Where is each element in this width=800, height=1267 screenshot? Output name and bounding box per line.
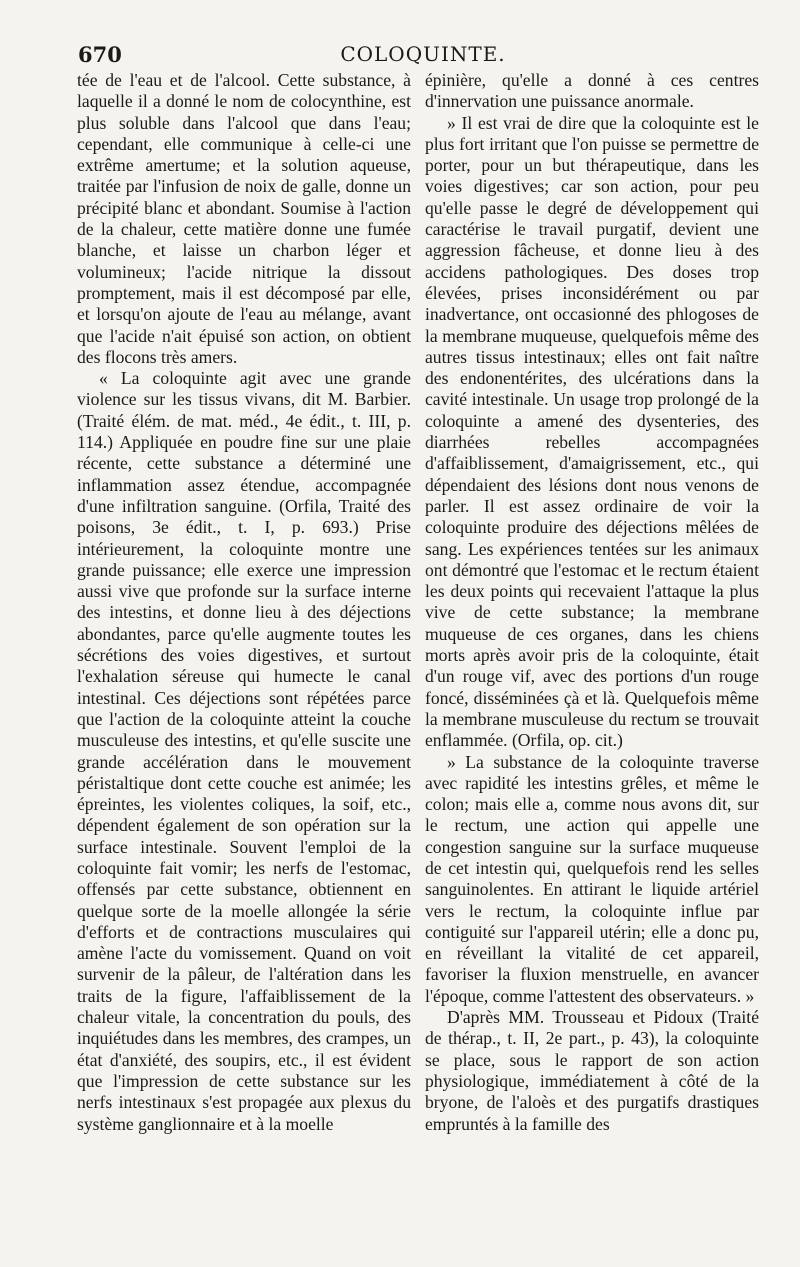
left-column (77, 70, 411, 1135)
right-column (425, 70, 759, 1135)
right-paragraph-2: » Il est vrai de dire que la coloquinte est le plus fort irritant que l'on puisse se permettre de porter, pour un but thérapeutique, dans les voies digestives; car son action, pour peu qu'elle passe le degré de développement qui caractérise le travail purgatif, devient une aggression fâcheuse, et donne lieu à des accidens pathologiques. Des doses trop élevées, prises inconsidérément ou par inadvertance, ont occasionné des phlogoses de la membrane muqueuse, quelquefois même des autres tissus intestinaux; elles ont fait naître des endonentérites, des ulcérations dans la cavité intestinale. Un usage trop prolongé de la coloquinte a amené des dysenteries, des diarrhées rebelles accompagnées d'affaiblissement, d'amaigrissement, etc., qui dépendaient des lésions dont nous venons de parler. Il est assez ordinaire de voir la coloquinte produire des déjections mêlées de sang. Les expériences tentées sur les animaux ont démontré que l'estomac et le rectum étaient les deux points qui recevaient l'attaque la plus vive de cette substance; la membrane muqueuse de ces organes, dans les chiens morts après avoir pris de la coloquinte, était d'un rouge vif, avec des portions d'un rouge foncé, disséminées çà et là. Quelquefois même la membrane musculeuse du rectum se trouvait enflammée. (Orfila, op. cit.) (425, 112, 759, 751)
right-paragraph-3: » La substance de la coloquinte traverse avec rapidité les intestins grêles, et même le colon; mais elle a, comme nous avons dit, sur le rectum, une action qui appelle une congestion sanguine sur la surface muqueuse de cet intestin qui, quelquefois rend les selles sanguinolentes. En attirant le liquide artériel vers le rectum, la coloquinte influe par contiguité sur l'appareil utérin; elle a donc pu, en réveillant la vitalité de cet appareil, favoriser la fluxion menstruelle, en avancer l'époque, comme l'attestent des observateurs. » (425, 751, 759, 1006)
right-paragraph-4: D'après MM. Trousseau et Pidoux (Traité de thérap., t. II, 2e part., p. 43), la coloquinte se place, sous le rapport de son action physiologique, immédiatement à côté de la bryone, de l'aloès et des purgatifs drastiques empruntés à la famille des (425, 1007, 759, 1134)
page-number: 670 (78, 42, 122, 67)
right-paragraph-1: épinière, qu'elle a donné à ces centres d'innervation une puissance anormale. (425, 70, 759, 112)
left-paragraph-2: « La coloquinte agit avec une grande violence sur les tissus vivans, dit M. Barbier. (Traité élém. de mat. méd., 4e édit., t. III, p. 114.) Appliquée en poudre fine sur une plaie récente, cette substance a déterminé une inflammation assez étendue, accompagnée d'une infiltration sanguine. (Orfila, Traité des poisons, 3e édit., t. I, p. 693.) Prise intérieurement, la coloquinte montre une grande puissance; elle exerce une impression aussi vive que profonde sur la surface interne des intestins, et donne lieu à des déjections abondantes, parce qu'elle augmente toutes les sécrétions des voies digestives, et surtout l'exhalation séreuse qui humecte le canal intestinal. Ces déjections sont répétées parce que l'action de la coloquinte atteint la couche musculeuse des intestins, et qu'elle suscite une grande accélération dans le mouvement péristaltique dont cette couche est animée; les épreintes, les violentes coliques, la soif, etc., dépendent également de son opération sur la surface intestinale. Souvent l'emploi de la coloquinte fait vomir; les nerfs de l'estomac, offensés par cette substance, obtiennent en quelque sorte de la moelle allongée la série d'efforts et de contractions musculaires qui amène l'acte du vomissement. Quand on voit survenir de la pâleur, de l'altération dans les traits de la figure, l'affaiblissement de la chaleur vitale, la concentration du pouls, des inquiétudes dans les membres, des crampes, un état d'anxiété, des soupirs, etc., il est évident que l'impression de cette substance sur les nerfs intestinaux s'est propagée aux plexus du système ganglionnaire et à la moelle (77, 368, 411, 1134)
left-paragraph-1: tée de l'eau et de l'alcool. Cette substance, à laquelle il a donné le nom de colocynthine, est plus soluble dans l'alcool que dans l'eau; cependant, elle communique à celle-ci une extrême amertume; et la solution aqueuse, traitée par l'infusion de noix de galle, donne un précipité blanc et abondant. Soumise à l'action de la chaleur, cette matière donne une fumée blanche, et laisse un charbon léger et volumineux; l'acide nitrique la dissout promptement, mais il est décomposé par elle, et lorsqu'on ajoute de l'eau au mélange, avant que l'acide n'ait épuisé son action, on obtient des flocons très amers. (77, 70, 411, 367)
running-title: COLOQUINTE. (340, 42, 506, 66)
page-header (78, 42, 768, 72)
